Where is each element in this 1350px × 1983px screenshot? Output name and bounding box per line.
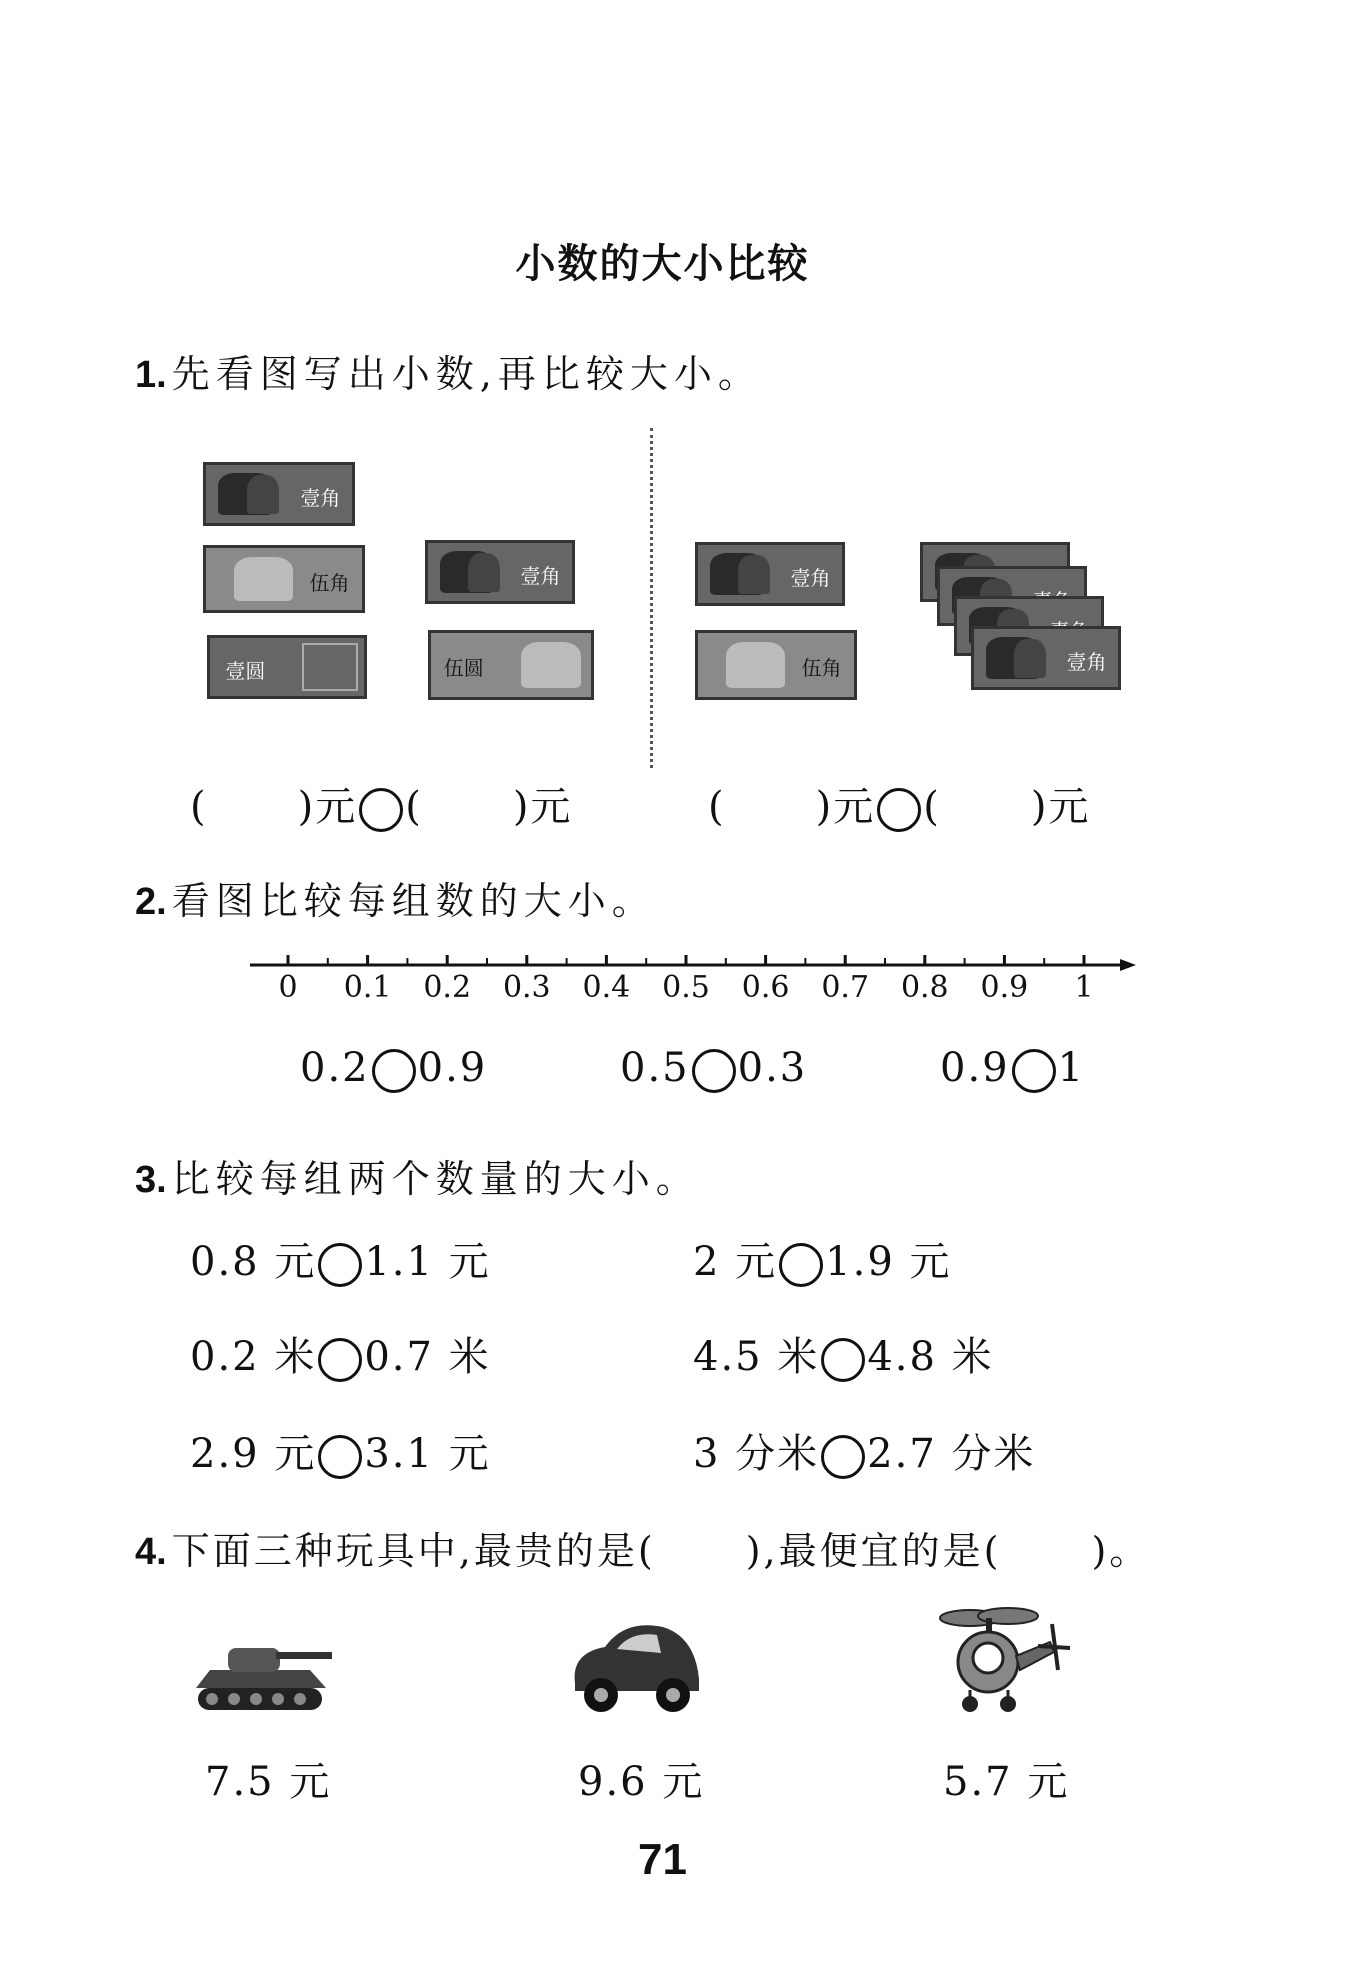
number-line-tick-label: 0.8 xyxy=(900,970,949,1005)
banknote-1-yuan: 壹圆 xyxy=(207,635,367,699)
page-title: 小数的大小比较 xyxy=(515,241,810,287)
compare-pair: 2.9 元 3.1 元 xyxy=(190,1431,491,1477)
question-text: 看图比较每组数的大小。 xyxy=(171,879,656,923)
banknote-1-jiao: 壹角 xyxy=(203,462,355,526)
banknote-1-jiao: 壹角 xyxy=(971,626,1121,690)
question-4-heading: 4. 下面三种玩具中,最贵的是( ),最便宜的是( )。 xyxy=(135,1529,1151,1573)
compare-circle[interactable] xyxy=(318,1338,362,1382)
toy-price: 5.7 元 xyxy=(943,1759,1070,1805)
dashed-divider xyxy=(650,428,653,768)
compare-pair: 0.9 1 xyxy=(940,1045,1086,1091)
compare-pair: 0.2 米 0.7 米 xyxy=(190,1334,491,1380)
question-3-heading xyxy=(135,1148,700,1203)
compare-circle[interactable] xyxy=(692,1049,736,1093)
compare-circle[interactable] xyxy=(372,1049,416,1093)
compare-circle[interactable] xyxy=(318,1435,362,1479)
compare-circle[interactable] xyxy=(779,1243,823,1287)
banknote-5-jiao: 伍角 xyxy=(203,545,365,613)
compare-pair: 3 分米 2.7 分米 xyxy=(693,1431,1036,1477)
compare-circle[interactable] xyxy=(318,1243,362,1287)
banknote-1-jiao: 壹角 xyxy=(425,540,575,604)
number-line-tick-label: 0.5 xyxy=(662,970,710,1005)
question-number: 3. xyxy=(135,1159,167,1201)
question-1-heading xyxy=(135,343,762,398)
compare-pair: 0.2 0.9 xyxy=(300,1045,488,1091)
question-number: 1. xyxy=(135,354,167,396)
question-number: 2. xyxy=(135,881,167,923)
toy-price: 9.6 元 xyxy=(578,1759,705,1805)
compare-circle[interactable] xyxy=(821,1338,865,1382)
answer-line-left: ( )元 ( )元 xyxy=(190,784,573,830)
number-line-tick-label: 0.4 xyxy=(582,970,631,1005)
compare-pair: 4.5 米 4.8 米 xyxy=(693,1334,994,1380)
question-number: 4. xyxy=(135,1531,167,1573)
question-text: 比较每组两个数量的大小。 xyxy=(171,1157,700,1201)
number-line-tick-label: 0.1 xyxy=(343,970,392,1005)
compare-circle[interactable] xyxy=(877,788,921,832)
helicopter-icon xyxy=(930,1600,1075,1720)
banknote-5-jiao: 伍角 xyxy=(695,630,857,700)
answer-line-right: ( )元 ( )元 xyxy=(708,784,1091,830)
compare-circle[interactable] xyxy=(821,1435,865,1479)
compare-pair: 2 元 1.9 元 xyxy=(693,1239,952,1285)
number-line-tick-label: 0.7 xyxy=(821,970,870,1005)
number-line-tick-label: 0.9 xyxy=(980,970,1029,1005)
number-line-tick-label: 0.3 xyxy=(502,970,551,1005)
compare-circle[interactable] xyxy=(359,788,403,832)
question-2-heading xyxy=(135,870,656,925)
banknote-5-yuan: 伍圆 xyxy=(428,630,594,700)
number-line-tick-label: 0 xyxy=(278,970,298,1005)
car-icon xyxy=(565,1613,705,1718)
banknote-1-jiao: 壹角 xyxy=(695,542,845,606)
compare-pair: 0.8 元 1.1 元 xyxy=(190,1239,491,1285)
number-line-tick-label: 1 xyxy=(1074,970,1094,1005)
compare-pair: 0.5 0.3 xyxy=(620,1045,808,1091)
number-line-tick-label: 0.6 xyxy=(741,970,790,1005)
toy-price: 7.5 元 xyxy=(205,1759,332,1805)
question-text: 先看图写出小数,再比较大小。 xyxy=(171,352,762,396)
page-number: 71 xyxy=(638,1835,687,1884)
tank-icon xyxy=(190,1630,335,1720)
compare-circle[interactable] xyxy=(1012,1049,1056,1093)
number-line-tick-label: 0.2 xyxy=(423,970,472,1005)
